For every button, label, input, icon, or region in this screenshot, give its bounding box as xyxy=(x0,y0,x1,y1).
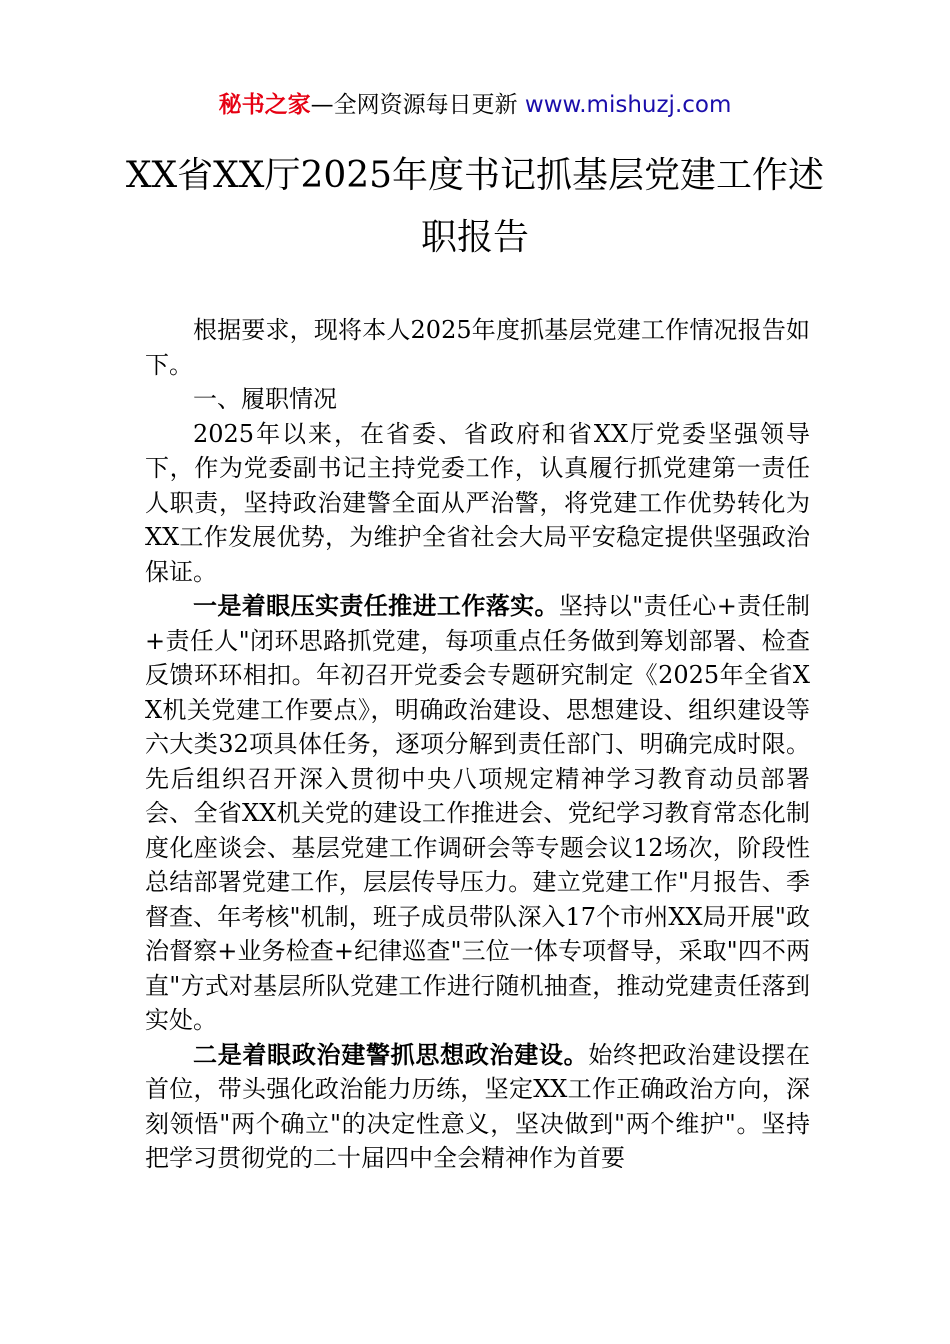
paragraph-point-two xyxy=(145,1038,810,1176)
paragraph-lead: 一是着眼压实责任推进工作落实。 xyxy=(193,591,559,620)
header-tagline: —全网资源每日更新 xyxy=(310,92,525,118)
document-body xyxy=(145,313,810,1176)
site-header xyxy=(0,88,950,122)
document-title: XX省XX厅2025年度书记抓基层党建工作述职报告 xyxy=(125,155,825,258)
paragraph-point-one xyxy=(145,589,810,1038)
section-heading xyxy=(145,382,810,417)
section-heading-text: 一、履职情况 xyxy=(193,385,337,413)
paragraph-text: 根据要求，现将本人2025年度抓基层党建工作情况报告如下。 xyxy=(145,316,810,379)
paragraph-text: 始终把政治建设摆在首位，带头强化政治能力历练，坚定XX工作正确政治方向，深刻领悟"两个确立"的决定性意义，坚决做到"两个维护"。坚持把学习贯彻党的二十届四中全会精神作为首要 xyxy=(145,1040,811,1172)
paragraph-text: 2025年以来，在省委、省政府和省XX厅党委坚强领导下，作为党委副书记主持党委工作，认真履行抓党建第一责任人职责，坚持政治建警全面从严治警，将党建工作优势转化为XX工作发展优势，为维护全省社会大局平安稳定提供坚强政治保证。 xyxy=(145,419,810,586)
brand-name: 秘书之家 xyxy=(218,92,311,118)
paragraph-intro xyxy=(145,313,810,382)
paragraph-lead: 二是着眼政治建警抓思想政治建设。 xyxy=(193,1039,589,1069)
paragraph-text: 坚持以"责任心+责任制+责任人"闭环思路抓党建，每项重点任务做到筹划部署、检查反馈环环相扣。年初召开党委会专题研究制定《2025年全省XX机关党建工作要点》，明确政治建设、思想建设、组织建设等六大类32项具体任务，逐项分解到责任部门、明确完成时限。先后组织召开深入贯彻中央八项规定精神学习教育动员部署会、全省XX机关党的建设工作推进会、党纪学习教育常态化制度化座谈会、基层党建工作调研会等专题会议12场次，阶段性总结部署党建工作，层层传导压力。建立党建工作"月报告、季督查、年考核"机制，班子成员带队深入17个市州XX局开展"政治督察+业务检查+纪律巡查"三位一体专项督导，采取"四不两直"方式对基层所队党建工作进行随机抽查，推动党建责任落到实处。 xyxy=(145,592,810,1034)
site-url-link[interactable]: www.mishuzj.com xyxy=(524,92,732,118)
paragraph-overview xyxy=(145,417,810,590)
